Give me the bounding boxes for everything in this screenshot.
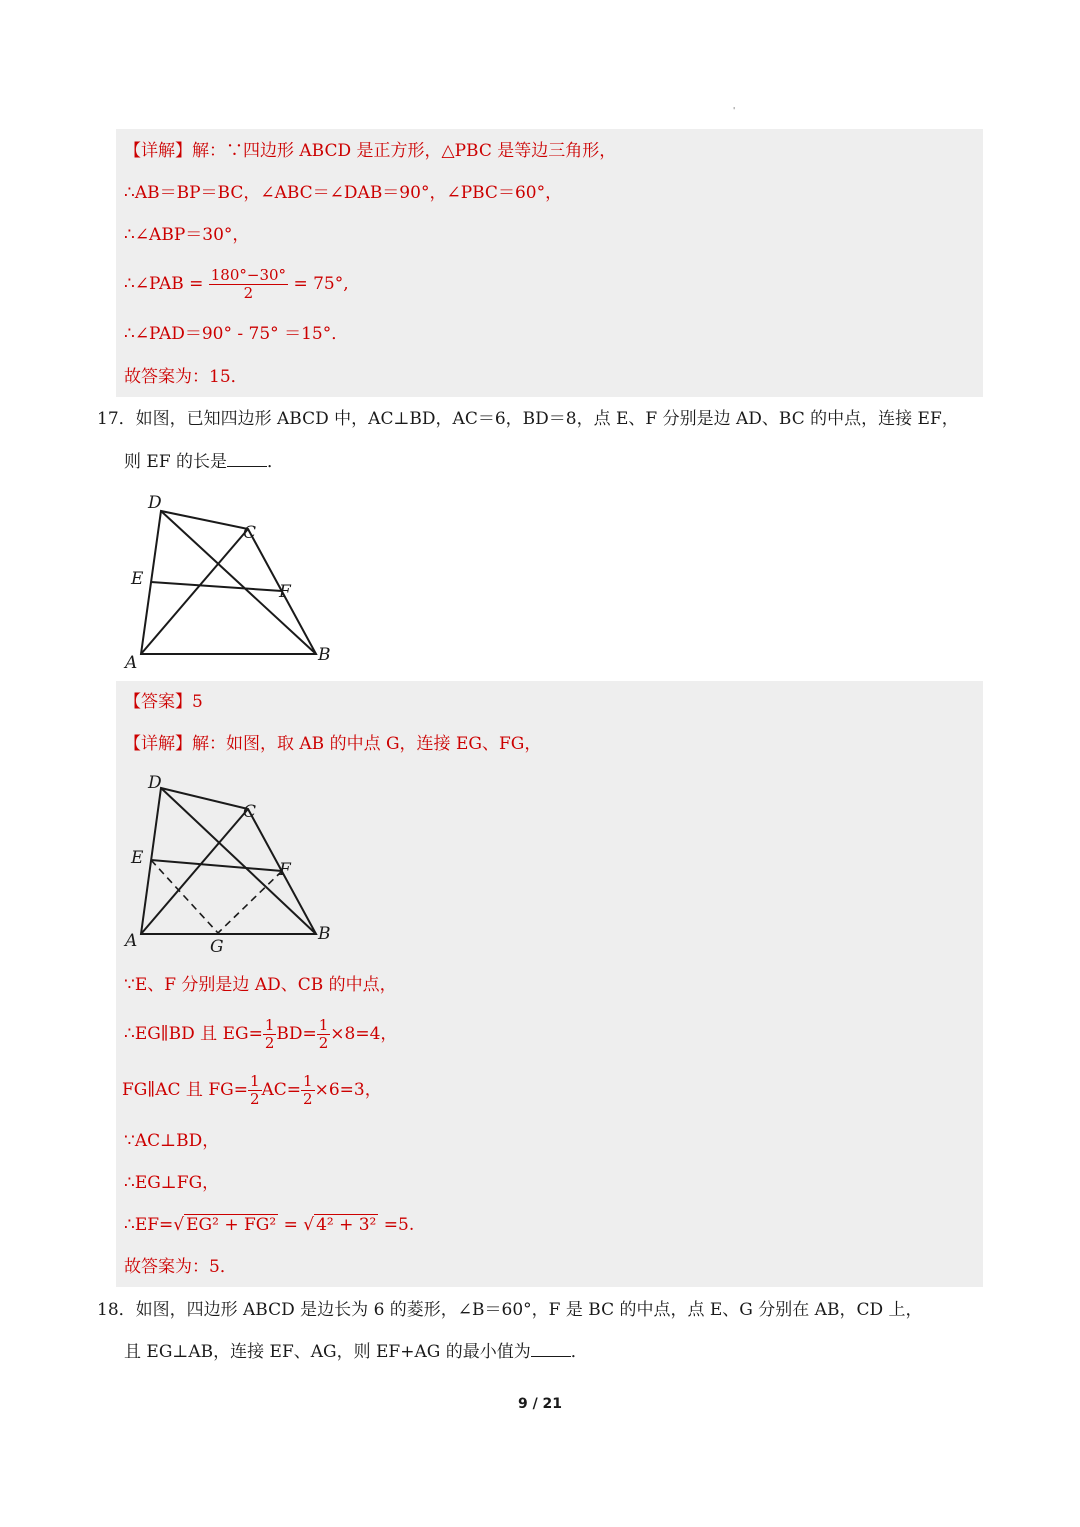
s17-line-4-b: AC= — [261, 1080, 302, 1100]
answer-blank — [531, 1340, 571, 1357]
fraction-denominator: 2 — [249, 1090, 260, 1108]
fraction-numerator: 1 — [249, 1072, 260, 1090]
s16-line-4-post: = 75°, — [293, 274, 349, 294]
solution-box-16 — [116, 129, 983, 397]
diagonal-ac — [141, 529, 248, 654]
diagonal-bd — [161, 511, 316, 654]
s17-line-3-c: ×8=4， — [330, 1024, 398, 1044]
page-number: 9 / 21 — [517, 1396, 563, 1412]
fraction-denominator: 2 — [243, 284, 254, 302]
s16-line-4-pre: ∴∠PAB = — [124, 274, 204, 294]
sqrt-radicand-2: 4² + 3² — [316, 1215, 377, 1235]
s17-line-3 — [124, 1018, 397, 1051]
label-c: C — [243, 802, 257, 822]
s17-line-7 — [124, 1213, 414, 1237]
q18-line-2-post: ． — [570, 1342, 588, 1362]
s17-line-4-c: ×6=3， — [314, 1080, 382, 1100]
s17-line-3-b: BD= — [276, 1024, 317, 1044]
s17-line-2: ∵E、F 分别是边 AD、CB 的中点， — [124, 975, 397, 995]
label-g: G — [210, 937, 224, 957]
s17-line-3-a: ∴EG∥BD 且 EG= — [124, 1024, 263, 1044]
s16-line-3: ∴∠ABP＝30°， — [124, 225, 250, 245]
label-a: A — [125, 653, 138, 673]
label-d: D — [148, 493, 162, 513]
segment-fg — [218, 871, 282, 933]
label-f: F — [279, 860, 291, 880]
s17-line-7-c: =5. — [383, 1215, 415, 1235]
label-b: B — [318, 924, 331, 944]
fraction-numerator: 1 — [264, 1016, 275, 1034]
s17-answer: 【答案】5 — [124, 692, 203, 712]
fraction-numerator: 180°−30° — [210, 266, 287, 284]
s16-line-4 — [124, 268, 349, 301]
diagonal-bd — [161, 788, 316, 934]
label-c: C — [243, 523, 257, 543]
fraction-half — [263, 1018, 277, 1051]
q17-line-2-pre: 则 EF 的长是 — [124, 452, 228, 472]
s16-line-6: 故答案为：15． — [124, 367, 248, 387]
q18-line-2 — [124, 1340, 588, 1364]
fraction-half — [317, 1018, 331, 1051]
label-e: E — [131, 569, 144, 589]
label-b: B — [318, 645, 331, 665]
q17-line-2-post: ． — [267, 452, 285, 472]
segment-eg — [151, 860, 218, 933]
label-f: F — [279, 582, 291, 602]
fraction-denominator: 2 — [264, 1034, 275, 1052]
figure-quadrilateral-1 — [115, 488, 345, 673]
segment-ef — [151, 582, 282, 591]
s17-line-1: 【详解】解：如图，取 AB 的中点 G，连接 EG、FG， — [124, 734, 542, 754]
s16-line-1: 【详解】解：∵四边形 ABCD 是正方形，△PBC 是等边三角形， — [124, 141, 617, 161]
segment-ef — [151, 860, 282, 871]
fraction-denominator: 2 — [303, 1090, 313, 1108]
fraction-numerator: 1 — [303, 1072, 313, 1090]
s16-line-5: ∴∠PAD＝90° - 75° ＝15°． — [124, 324, 349, 344]
s17-line-7-eq: = — [283, 1215, 298, 1235]
fraction-half — [248, 1074, 262, 1107]
q18-line-1: 18．如图，四边形 ABCD 是边长为 6 的菱形，∠B＝60°，F 是 BC 的中点，点 E、G 分别在 AB，CD 上， — [97, 1300, 923, 1320]
s16-line-2: ∴AB＝BP＝BC，∠ABC＝∠DAB＝90°，∠PBC＝60°， — [124, 183, 563, 203]
fraction-numerator: 1 — [318, 1016, 329, 1034]
fraction-denominator: 2 — [318, 1034, 329, 1052]
s17-line-4 — [122, 1074, 382, 1107]
answer-blank — [227, 450, 267, 467]
figure-quadrilateral-2 — [115, 768, 345, 958]
s17-line-4-a: FG∥AC 且 FG= — [122, 1080, 248, 1100]
sqrt-sign: √ — [173, 1215, 185, 1235]
stray-mark: ' — [733, 106, 736, 115]
fraction — [209, 268, 288, 301]
diagonal-ac — [141, 809, 248, 934]
sqrt-radicand-1: EG² + FG² — [186, 1215, 277, 1235]
s17-line-5: ∵AC⊥BD， — [124, 1131, 220, 1151]
sqrt-sign: √ — [303, 1215, 315, 1235]
q17-line-1: 17．如图，已知四边形 ABCD 中，AC⊥BD，AC＝6，BD＝8，点 E、F 分别是边 AD、BC 的中点，连接 EF， — [97, 409, 959, 429]
label-d: D — [148, 773, 162, 793]
q17-line-2 — [124, 450, 284, 474]
s17-line-6: ∴EG⊥FG， — [124, 1173, 220, 1193]
s17-line-7-a: ∴EF= — [124, 1215, 174, 1235]
label-e: E — [131, 848, 144, 868]
s17-line-8: 故答案为：5． — [124, 1257, 237, 1277]
fraction-half — [301, 1074, 315, 1107]
label-a: A — [125, 931, 138, 951]
q18-line-2-pre: 且 EG⊥AB，连接 EF、AG，则 EF+AG 的最小值为 — [124, 1342, 531, 1362]
